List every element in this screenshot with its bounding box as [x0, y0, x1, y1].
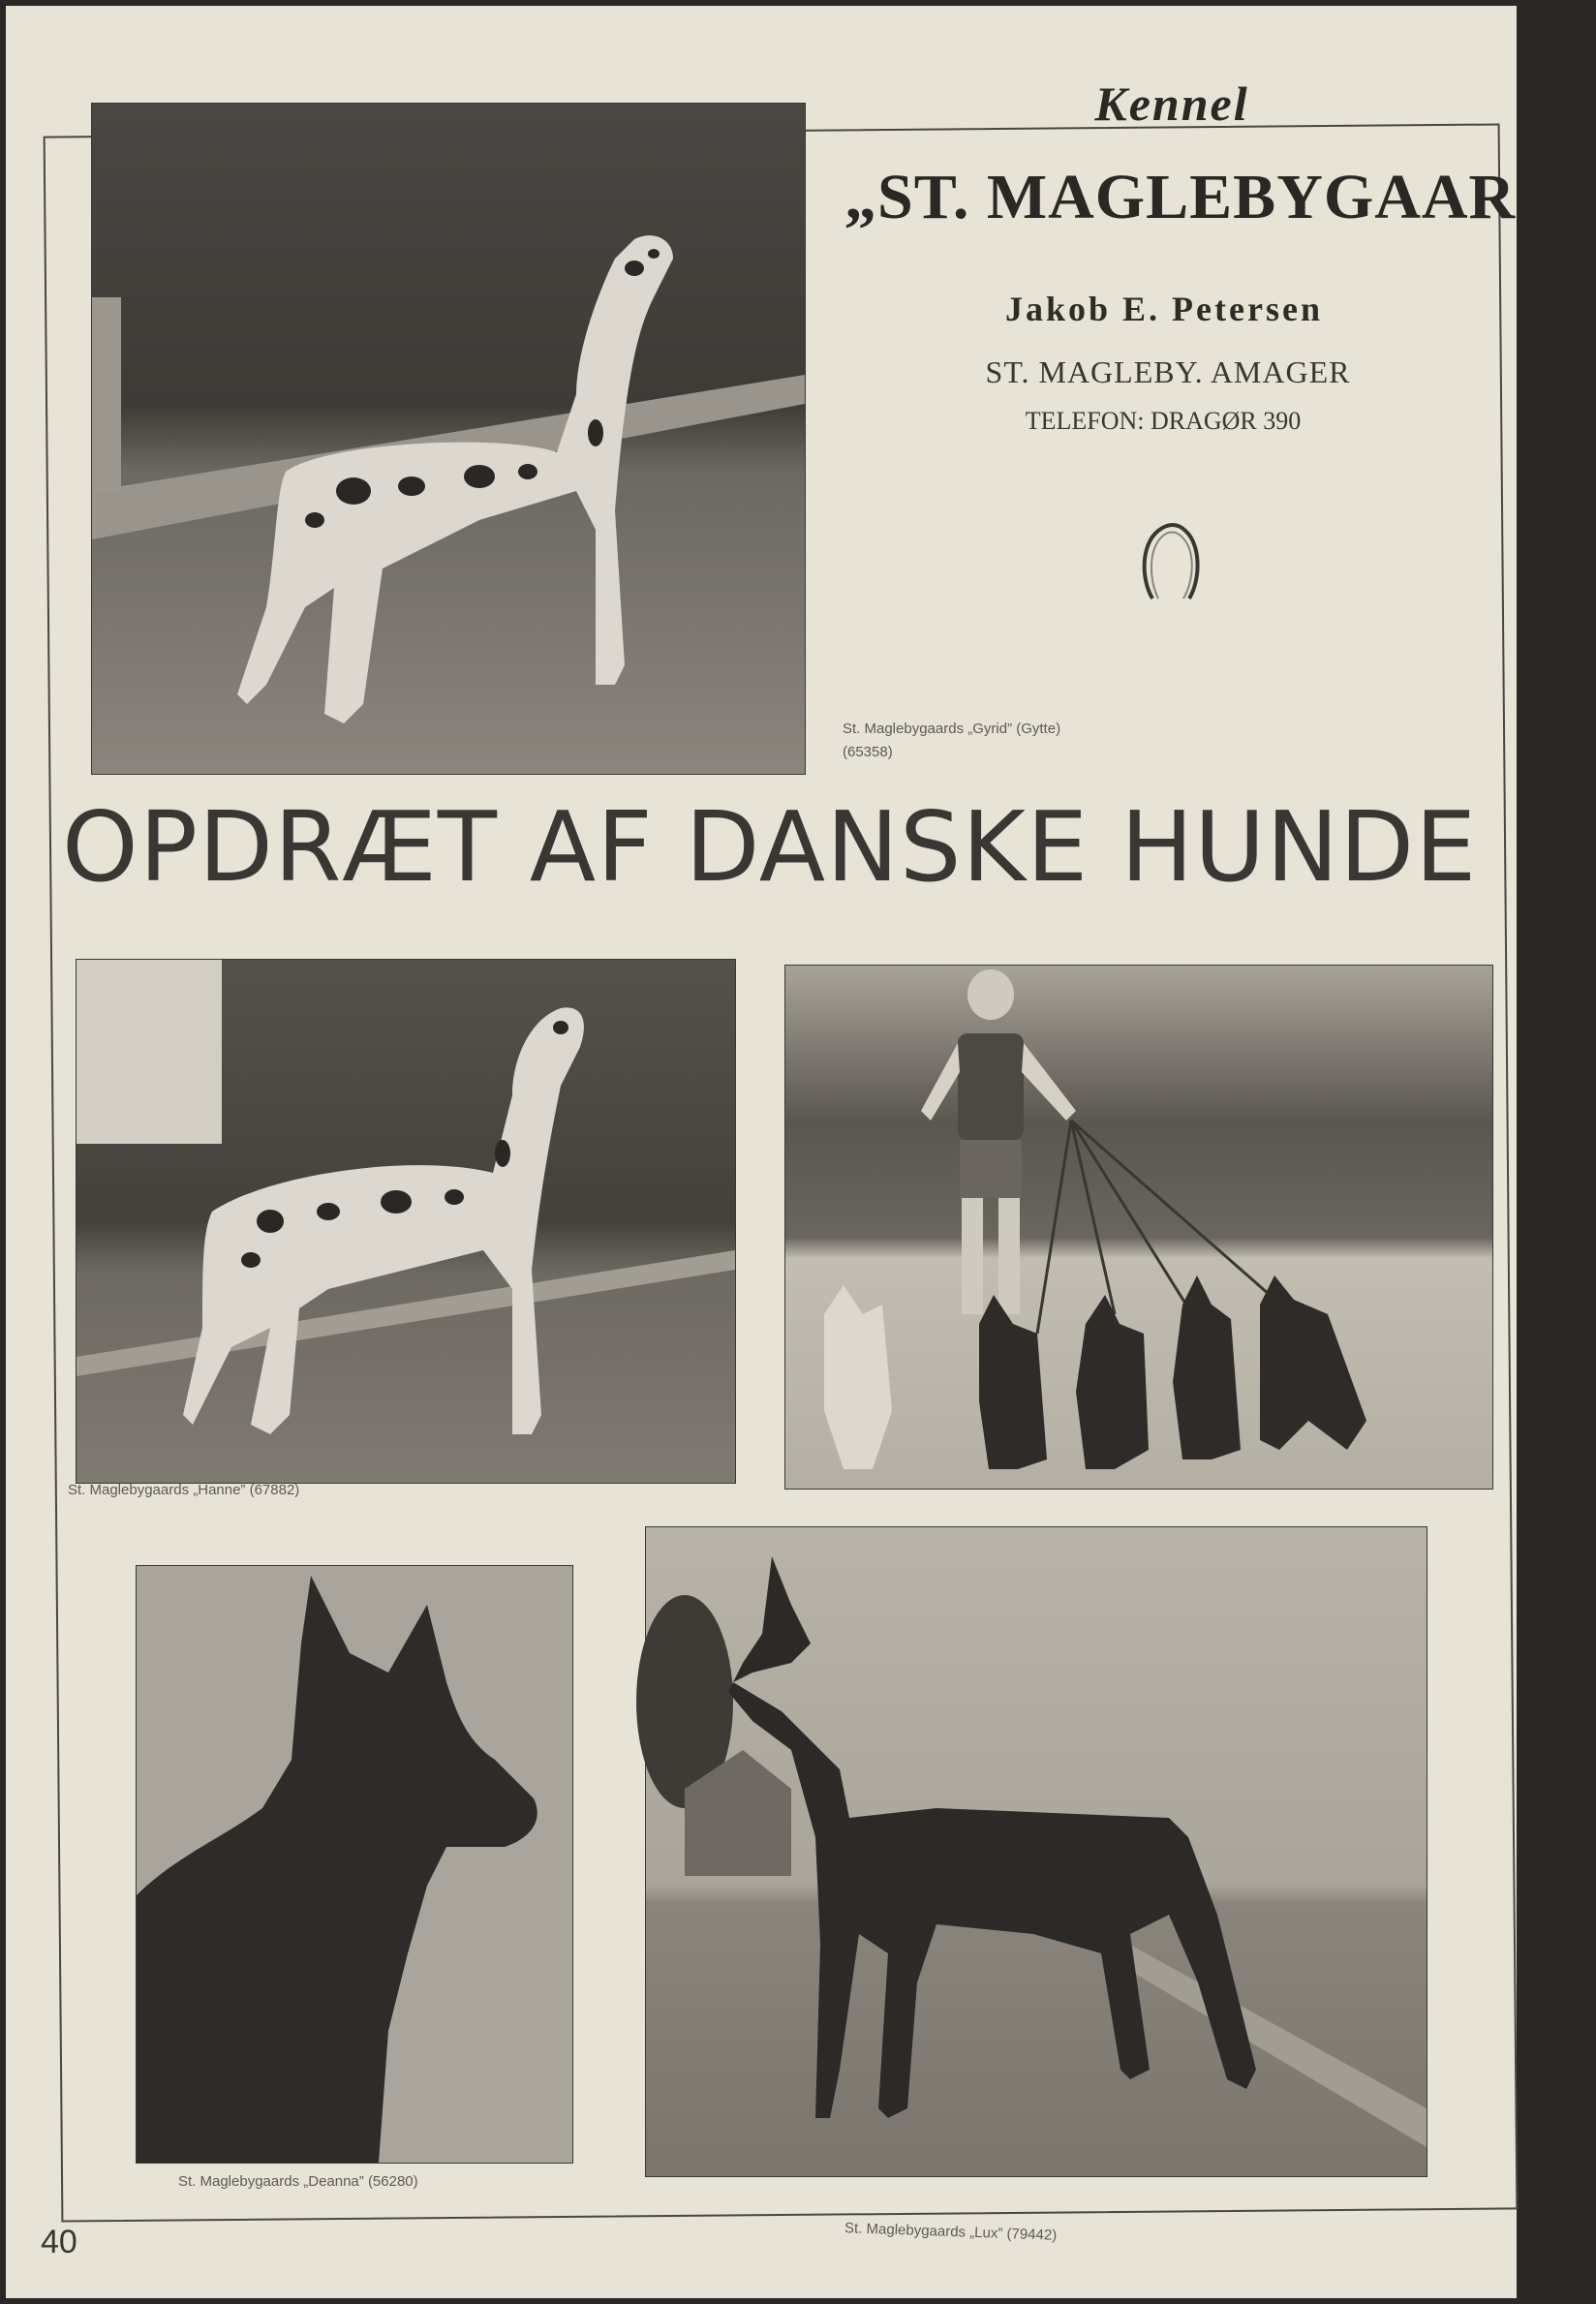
photo-puppies — [784, 965, 1493, 1490]
photo-deanna — [136, 1565, 573, 2164]
photo-lux — [645, 1526, 1427, 2177]
photo-hanne — [76, 959, 736, 1484]
caption-gyrid-number: (65358) — [843, 744, 893, 760]
caption-hanne: St. Maglebygaards „Hanne” (67882) — [68, 1482, 300, 1498]
headline: OPDRÆT AF DANSKE HUNDE — [62, 790, 1478, 904]
caption-lux: St. Maglebygaards „Lux” (79442) — [844, 2220, 1058, 2244]
telephone: TELEFON: DRAGØR 390 — [1025, 407, 1302, 435]
kennel-label: Kennel — [1094, 77, 1249, 131]
owner-name: Jakob E. Petersen — [1005, 290, 1323, 328]
photo-gyrid — [91, 103, 806, 775]
caption-deanna: St. Maglebygaards „Deanna” (56280) — [178, 2173, 418, 2190]
address: ST. MAGLEBY. AMAGER — [985, 354, 1351, 389]
horseshoe-icon — [1139, 521, 1203, 604]
kennel-name: „ST. MAGLEBYGAARD” — [844, 162, 1596, 232]
catalog-page — [6, 6, 1596, 2298]
page-number: 40 — [41, 2224, 77, 2260]
caption-gyrid: St. Maglebygaards „Gyrid” (Gytte) — [843, 721, 1061, 737]
